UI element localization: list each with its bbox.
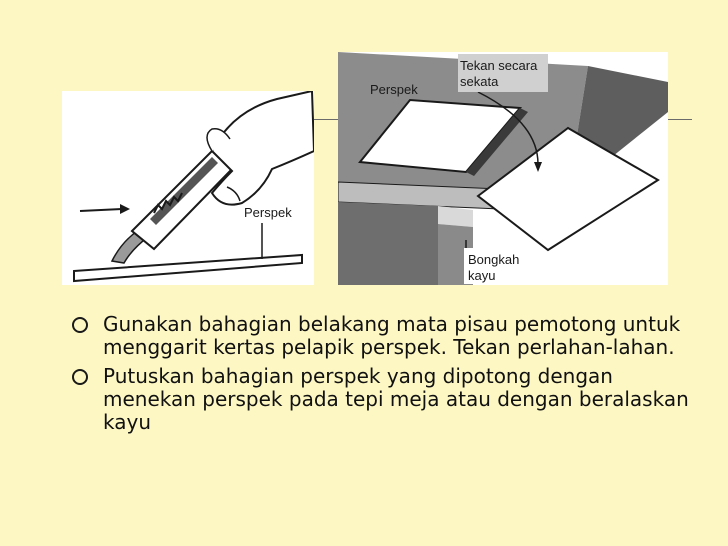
perspex-snapping-drawing	[338, 52, 668, 285]
bullet-list	[72, 313, 692, 440]
perspek-label-right: Perspek	[370, 82, 418, 97]
title-rule-left	[314, 119, 338, 120]
title-rule-right	[668, 119, 692, 120]
perspek-label-left: Perspek	[244, 205, 292, 220]
circle-bullet-icon	[72, 317, 88, 333]
tekan-label-line2: sekata	[460, 74, 499, 89]
knife-cutting-drawing	[62, 91, 314, 285]
list-item	[72, 365, 692, 434]
bongkah-label-line1: Bongkah	[468, 252, 520, 267]
circle-bullet-icon	[72, 369, 88, 385]
bullet-text: Gunakan bahagian belakang mata pisau pemotong untuk menggarit kertas pelapik perspek. Tekan perlahan-lahan.	[103, 312, 681, 359]
cutting-illustration	[62, 91, 314, 285]
tekan-label-line1: Tekan secara	[460, 58, 538, 73]
bongkah-label-line2: kayu	[468, 268, 496, 283]
bullet-text: Putuskan bahagian perspek yang dipotong dengan menekan perspek pada tepi meja atau dengan beralaskan kayu	[103, 364, 689, 434]
snapping-illustration	[338, 52, 668, 285]
list-item	[72, 313, 692, 359]
